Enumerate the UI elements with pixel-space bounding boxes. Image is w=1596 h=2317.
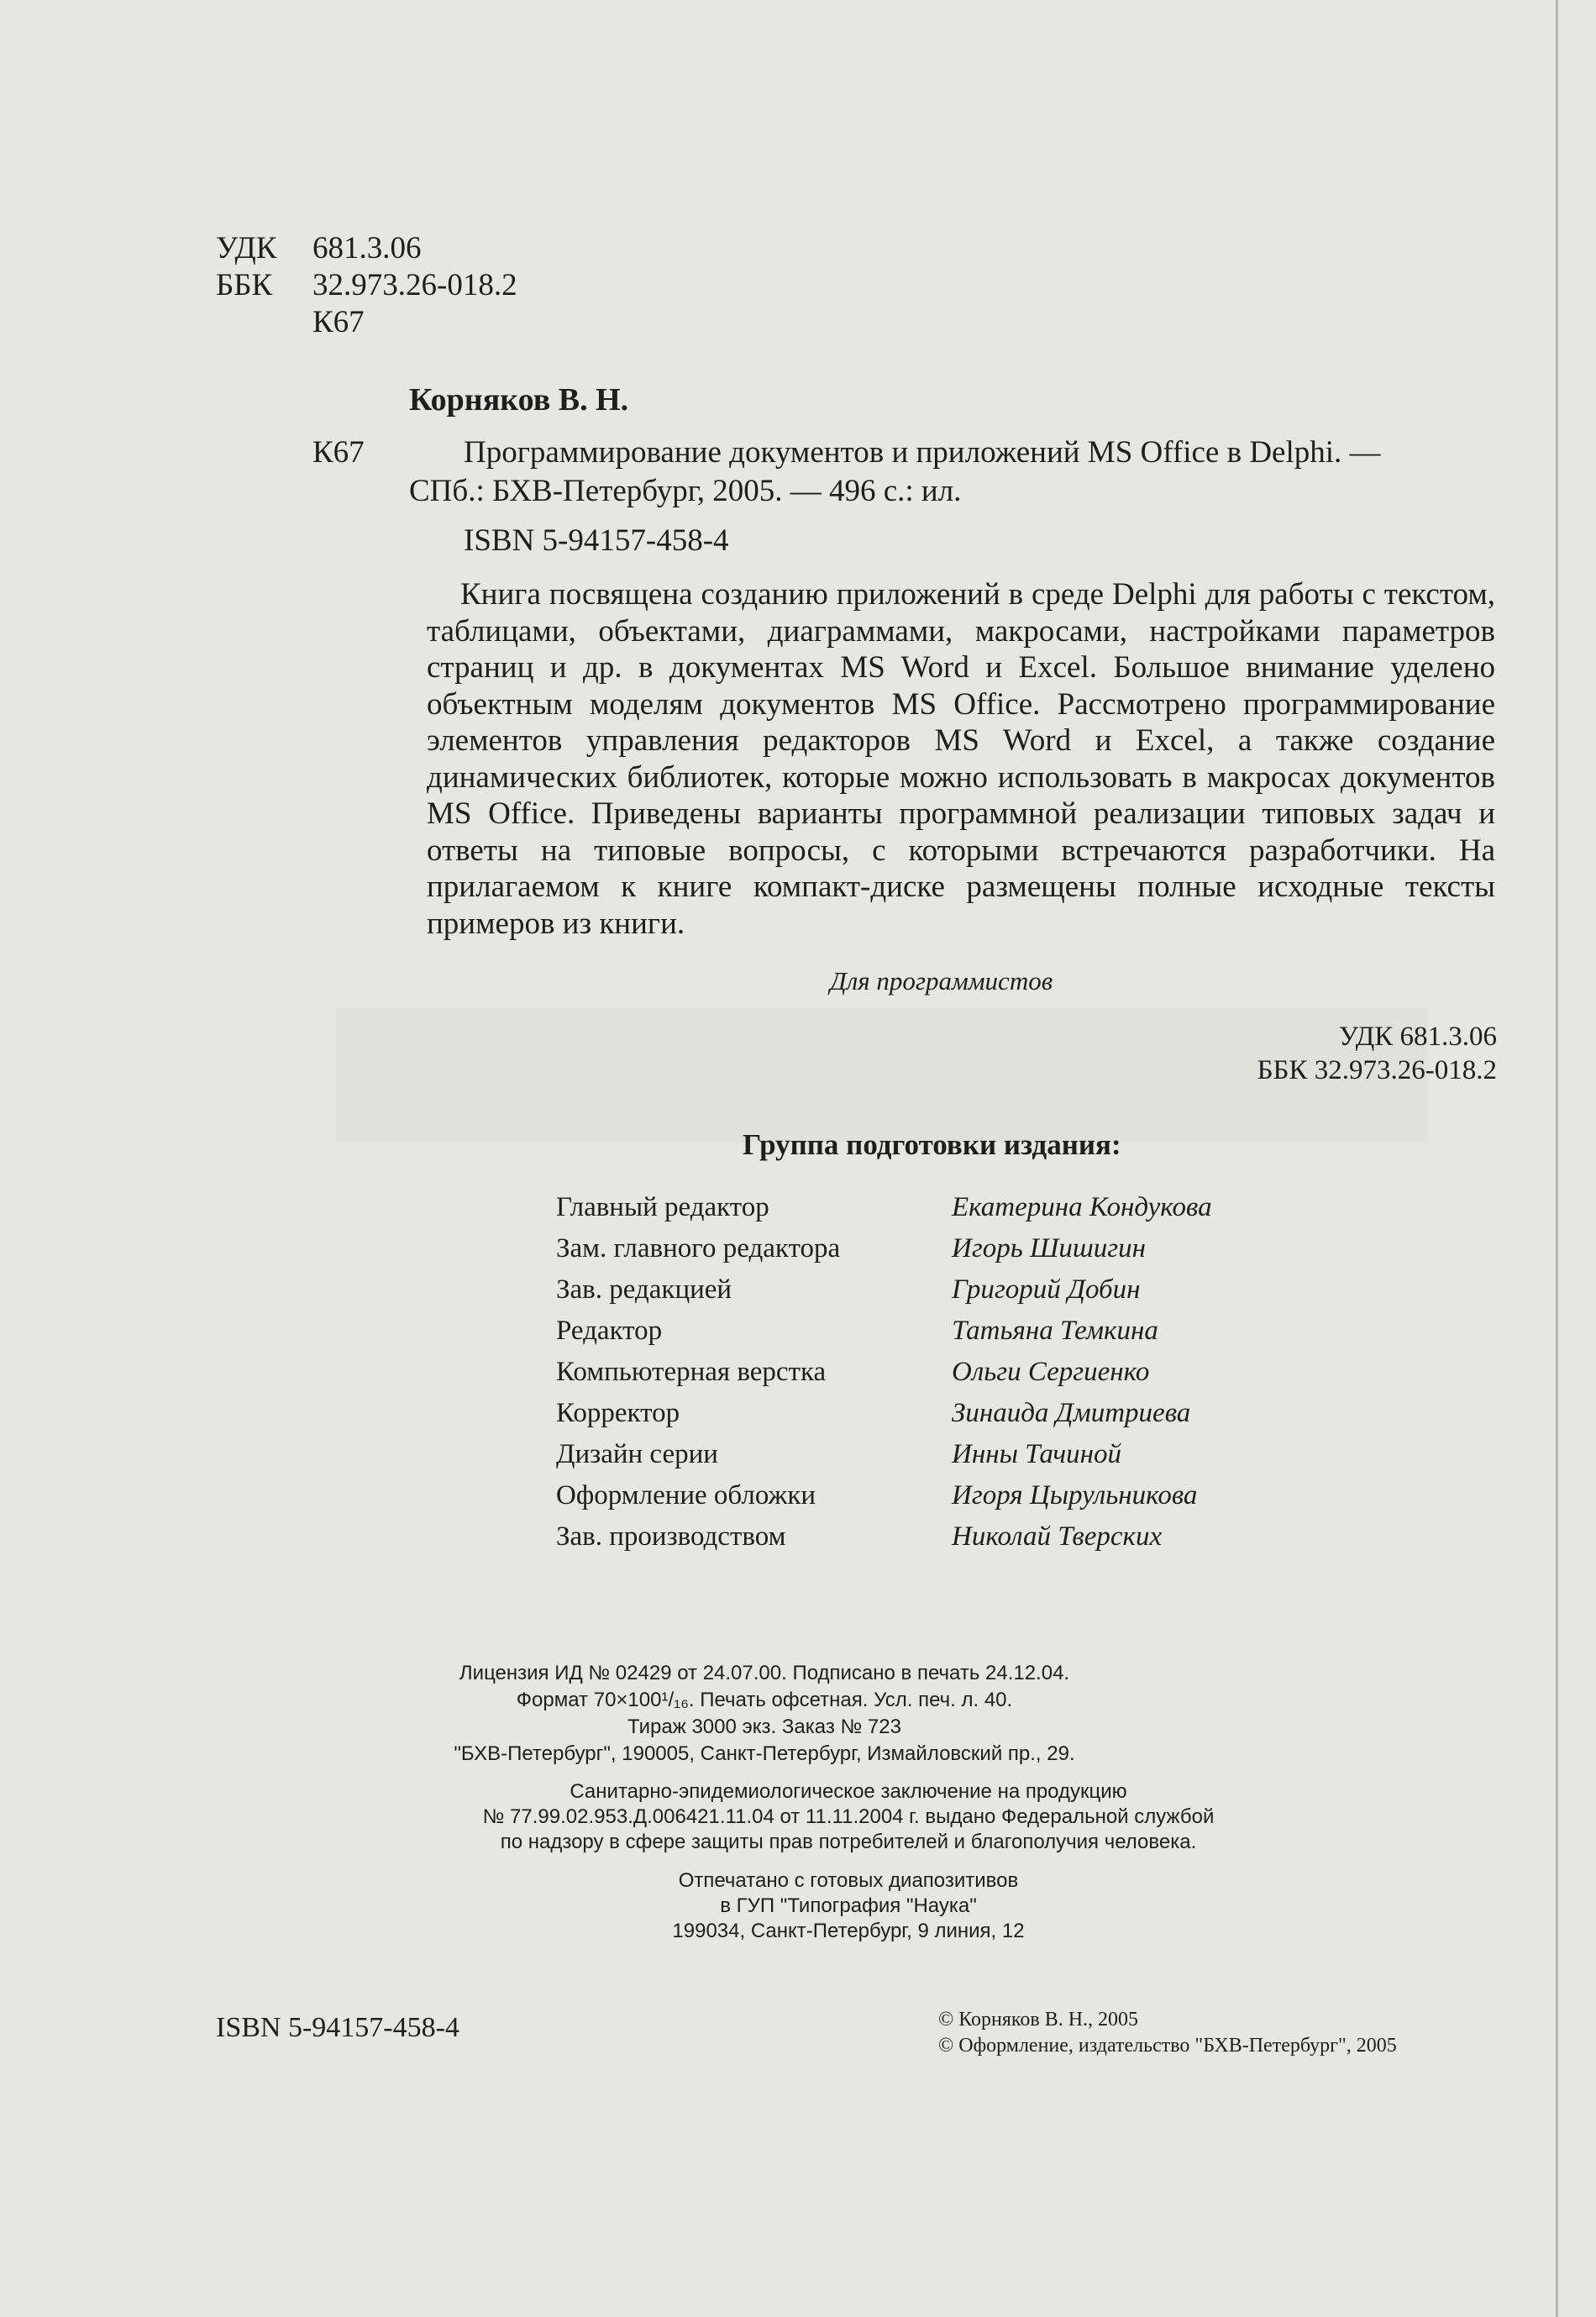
abstract-text: Книга посвящена созданию приложений в среде Delphi для работы с текстом, таблицами, объектами, диаграммами, макросами, настройками параметров страниц и др. в документах MS Word и Excel. Большое внимание уделено объектным моделям документов MS Office. Рассмотрено программирование элементов управления редакторов MS Word и Excel, а также создание динамических библиотек, которые можно использовать в макросах документов MS Office. Приведены варианты программной реализации типовых задач и ответы на типовые вопросы, с которыми встречаются разработчики. На прилагаемом к книге компакт-диске размещены полные исходные тексты примеров из книги. [427,577,1495,941]
staff-role: Редактор [556,1316,663,1346]
staff-name: Зинаида Дмитриева [952,1398,1191,1428]
staff-role: Дизайн серии [556,1439,718,1469]
imprint-sanitary-2: № 77.99.02.953.Д.006421.11.04 от 11.11.2004 г. выдано Федеральной службой [482,1805,1215,1828]
right-udk: УДК 681.3.06 [1338,1022,1497,1052]
staff-role: Оформление обложки [556,1480,816,1511]
imprint-publisher-address: "БХВ-Петербург", 190005, Санкт-Петербург, Измайловский пр., 29. [454,1742,1075,1765]
staff-name: Екатерина Кондукова [952,1192,1212,1222]
udk-label: УДК [216,231,277,265]
imprint-print-run: Тираж 3000 экз. Заказ № 723 [627,1715,901,1738]
bibliographic-line-1: Программирование документов и приложений MS Office в Delphi. — [464,435,1381,470]
staff-name: Игорь Шишигин [952,1233,1147,1264]
entry-isbn: ISBN 5-94157-458-4 [464,523,729,558]
udk-value: 681.3.06 [312,231,422,265]
bbk-value: 32.973.26-018.2 [312,268,517,302]
author-name: Корняков В. Н. [409,382,629,418]
staff-name: Игоря Цырульникова [952,1480,1198,1511]
imprint-sanitary-3: по надзору в сфере защиты прав потребителей и благополучия человека. [500,1831,1197,1853]
imprint-printed-1: Отпечатано с готовых диапозитивов [678,1869,1019,1892]
author-sign: К67 [312,305,365,339]
staff-role: Корректор [556,1398,680,1428]
right-bbk: ББК 32.973.26-018.2 [1257,1055,1497,1085]
bbk-label: ББК [216,268,273,302]
bibliographic-line-2: СПб.: БХВ-Петербург, 2005. — 496 с.: ил. [409,474,962,508]
staff-name: Татьяна Темкина [952,1316,1158,1346]
copyright-design: © Оформление, издательство "БХВ-Петербург", 2005 [938,2035,1397,2057]
audience-label: Для программистов [830,966,1053,996]
staff-role: Зав. редакцией [556,1274,732,1305]
staff-role: Зав. производством [556,1521,786,1552]
staff-name: Ольги Сергиенко [952,1357,1150,1387]
staff-name: Инны Тачиной [952,1439,1122,1469]
imprint-format: Формат 70×100¹/₁₆. Печать офсетная. Усл. печ. л. 40. [516,1689,1013,1711]
page-edge [1556,0,1558,2317]
imprint-license: Лицензия ИД № 02429 от 24.07.00. Подписано в печать 24.12.04. [459,1662,1070,1684]
group-title: Группа подготовки издания: [743,1128,1121,1161]
footer-isbn: ISBN 5-94157-458-4 [216,2012,459,2043]
imprint-printed-3: 199034, Санкт-Петербург, 9 линия, 12 [672,1920,1025,1942]
staff-role: Главный редактор [556,1192,769,1222]
imprint-printed-2: в ГУП "Типография "Наука" [720,1894,977,1917]
staff-name: Николай Тверских [952,1521,1163,1552]
entry-author-sign: К67 [312,435,365,470]
staff-role: Зам. главного редактора [556,1233,841,1264]
staff-name: Григорий Добин [952,1274,1141,1305]
copyright-author: © Корняков В. Н., 2005 [938,2009,1139,2031]
imprint-sanitary-1: Санитарно-эпидемиологическое заключение на продукцию [570,1780,1127,1803]
staff-role: Компьютерная верстка [556,1357,827,1387]
